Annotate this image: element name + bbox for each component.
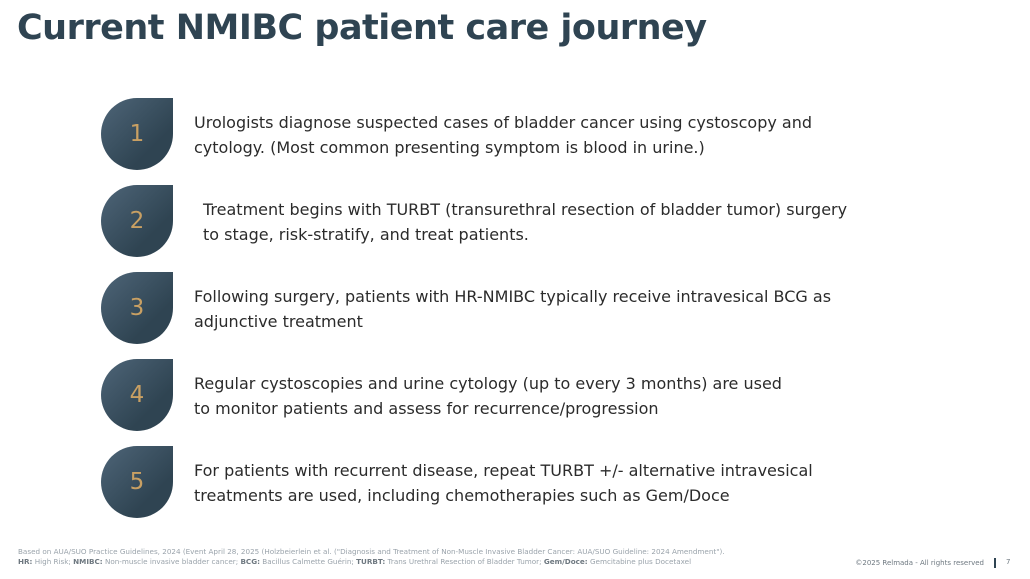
abbreviations-footnote: HR: High Risk; NMIBC: Non-muscle invasive bladder cancer; BCG: Bacillus Calmette Guérin; TURBT: Trans Urethral Resection of Bladder Tumor; Gem/Doce: Gemcitabine plus Docetaxel [18,557,692,566]
step-number: 2 [129,208,145,234]
journey-step-4 [101,359,981,431]
step-description: For patients with recurrent disease, repeat TURBT +/- alternative intravesical treatments are used, including chemotherapies such as Gem/Doce [194,461,813,505]
step-description: Regular cystoscopies and urine cytology (up to every 3 months) are used to monitor patients and assess for recurrence/progression [194,374,782,418]
step-number: 4 [129,382,145,408]
step-number-badge [101,98,173,170]
step-number-badge [101,272,173,344]
journey-step-5 [101,446,981,518]
step-description: Treatment begins with TURBT (transurethral resection of bladder tumor) surgery to stage, risk-stratify, and treat patients. [203,200,848,244]
copyright-notice: ©2025 Relmada - All rights reserved [855,559,984,567]
step-number: 5 [129,469,145,495]
step-description: Urologists diagnose suspected cases of bladder cancer using cystoscopy and cytology. (Most common presenting symptom is blood in urine.) [194,113,813,157]
step-number-badge [101,185,173,257]
step-description: Following surgery, patients with HR-NMIBC typically receive intravesical BCG as adjunctive treatment [194,287,832,331]
footer-divider [994,558,996,568]
source-footnote: Based on AUA/SUO Practice Guidelines, 2024 (Event April 28, 2025 (Holzbeierlein et al. ("Diagnosis and Treatment of Non-Muscle Invasive Bladder Cancer: AUA/SUO Guideline: 2024 Amendment"). [18,547,725,556]
journey-step-3 [101,272,981,344]
step-number: 1 [129,121,145,147]
step-number: 3 [129,295,145,321]
journey-step-1 [101,98,981,170]
step-number-badge [101,446,173,518]
page-title: Current NMIBC patient care journey [17,8,707,48]
page-number: 7 [1006,558,1011,566]
step-number-badge [101,359,173,431]
journey-step-2 [101,185,981,257]
